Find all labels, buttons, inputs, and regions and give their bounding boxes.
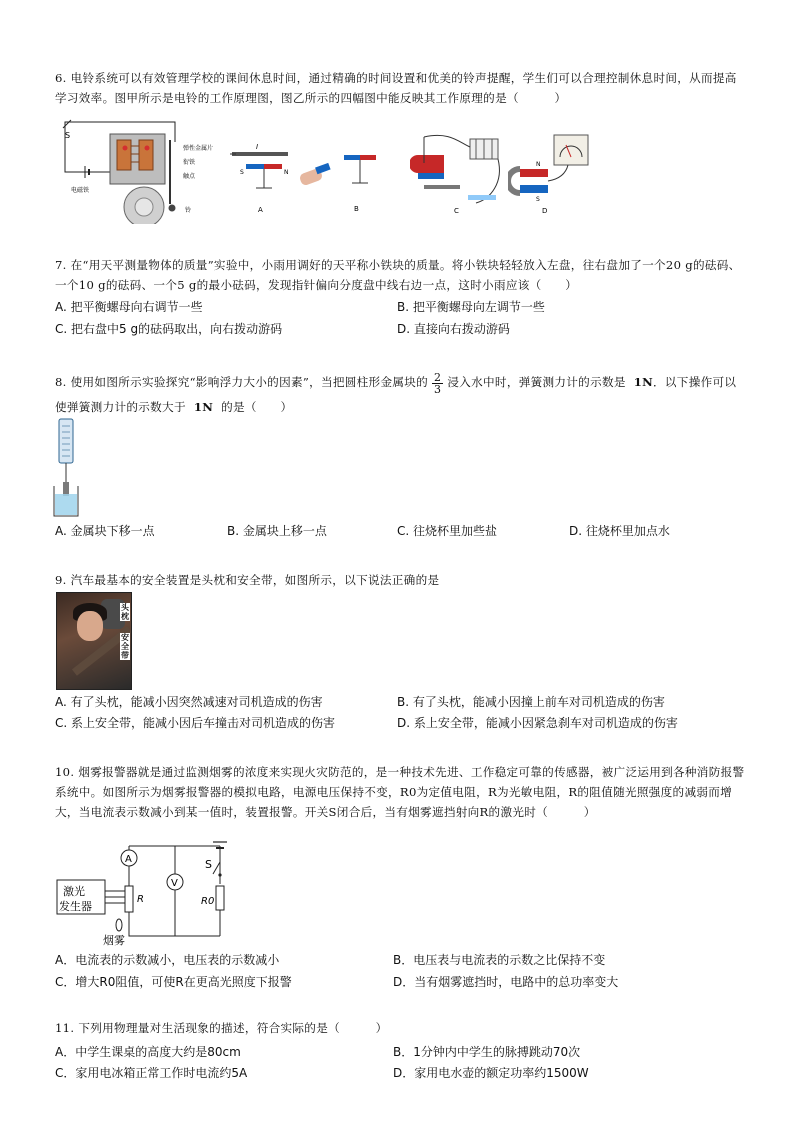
spring-scale-beaker-figure <box>52 416 82 518</box>
svg-text:S: S <box>240 169 244 176</box>
voltmeter-label: V <box>171 878 178 889</box>
headrest-label: 头枕 <box>121 603 129 621</box>
option-c-figure <box>410 133 504 216</box>
laser-label-line1: 激光 <box>63 885 85 898</box>
q10-option-b[interactable]: B．电压表与电流表的示数之比保持不变 <box>393 953 606 967</box>
option-a-figure <box>228 140 292 215</box>
q11-option-b[interactable]: B．1分钟内中学生的脉搏跳动70次 <box>393 1045 581 1059</box>
question-6-stem: 6. 电铃系统可以有效管理学校的课间休息时间，通过精确的时间设置和优美的铃声提醒，学生们可以合理控制休息时间，从而提高学习效率。图甲所示是电铃的工作原理图，图乙所示的四幅图中能反映其工作原理的是（ ） <box>55 71 737 105</box>
bell-label: 铃 <box>185 207 192 214</box>
q9-option-d[interactable]: D. 系上安全带，能减小因紧急刹车对司机造成的伤害 <box>397 716 678 730</box>
svg-text:N: N <box>536 161 541 168</box>
q11-option-c[interactable]: C．家用电冰箱正常工作时电流约5A <box>55 1066 248 1080</box>
svg-text:S: S <box>536 196 540 203</box>
r0-label: R0 <box>201 896 215 907</box>
smoke-label: 烟雾 <box>103 934 125 946</box>
switch-s-label: S <box>205 858 212 871</box>
smoke-alarm-circuit-diagram <box>55 834 265 946</box>
option-d-figure <box>508 133 590 216</box>
ammeter-label: A <box>125 854 132 865</box>
seatbelt-label: 安全带 <box>121 633 129 660</box>
q8-option-a[interactable]: A. 金属块下移一点 <box>55 524 155 538</box>
question-11-stem: 11. 下列用物理量对生活现象的描述，符合实际的是（ ） <box>55 1021 388 1035</box>
armature-label: 衔铁 <box>183 159 196 166</box>
photoresistor-r-label: R <box>137 894 144 905</box>
q11-option-d[interactable]: D．家用电水壶的额定功率约1500W <box>393 1066 589 1080</box>
q9-option-b[interactable]: B. 有了头枕，能减小因撞上前车对司机造成的伤害 <box>397 695 665 709</box>
q7-option-a[interactable]: A. 把平衡螺母向右调节一些 <box>55 300 203 314</box>
option-b-figure <box>296 145 380 215</box>
electric-bell-diagram <box>55 112 230 224</box>
switch-label: S <box>65 131 71 140</box>
q7-option-b[interactable]: B. 把平衡螺母向左调节一些 <box>397 300 545 314</box>
question-8-stem: 8. 使用如图所示实验探究“影响浮力大小的因素”，当把圆柱形金属块的 $\frac{2}{3}$ 浸入水中时，弹簧测力计的示数是 1N．以下操作可以使弹簧测力计的示数大于 1N 的是（ ） <box>55 370 737 414</box>
q7-option-c[interactable]: C. 把右盘中5 g的砝码取出，向右拨动游码 <box>55 322 283 336</box>
q8-option-b[interactable]: B. 金属块上移一点 <box>227 524 327 538</box>
option-d-label: D <box>542 207 548 215</box>
q8-option-c[interactable]: C. 往烧杯里加些盐 <box>397 524 498 538</box>
option-c-label: C <box>454 207 459 215</box>
option-a-label: A <box>258 206 263 214</box>
question-10-stem: 10. 烟雾报警器就是通过监测烟雾的浓度来实现火灾防范的，是一种技术先进、工作稳定可靠的传感器，被广泛运用到各种消防报警系统中。如图所示为烟雾报警器的模拟电路，电源电压保持不变，R0为定值电阻，R为光敏电阻，R的阻值随光照强度的减弱而增大，当电流表示数减小到某一值时，装置报警。开关S闭合后，当有烟雾遮挡射向R的激光时（ ） <box>55 765 745 819</box>
q10-option-a[interactable]: A．电流表的示数减小，电压表的示数减小 <box>55 953 280 967</box>
option-b-label: B <box>354 205 359 213</box>
question-7-stem: 7. 在“用天平测量物体的质量”实验中，小雨用调好的天平称小铁块的质量。将小铁块轻轻放入左盘，往右盘加了一个20 g的砝码、一个10 g的砝码、一个5 g的最小砝码，发现指针偏向分度盘中线右边一点，这时小雨应该（ ） <box>55 258 741 292</box>
q8-option-d[interactable]: D. 往烧杯里加点水 <box>569 524 670 538</box>
q10-option-c[interactable]: C．增大R0阻值，可使R在更高光照度下报警 <box>55 975 292 989</box>
laser-label-line2: 发生器 <box>59 900 92 913</box>
driver-seatbelt-photo <box>56 592 132 690</box>
q7-option-d[interactable]: D. 直接向右拨动游码 <box>397 322 510 336</box>
fraction-two-thirds: $\frac{2}{3}$ <box>434 370 442 396</box>
spring-label: 弹性金属片 <box>183 145 214 152</box>
q9-option-c[interactable]: C. 系上安全带，能减小因后车撞击对司机造成的伤害 <box>55 716 336 730</box>
q11-option-a[interactable]: A．中学生课桌的高度大约是80cm <box>55 1045 241 1059</box>
svg-text:I: I <box>256 143 259 151</box>
q9-option-a[interactable]: A. 有了头枕，能减小因突然减速对司机造成的伤害 <box>55 695 323 709</box>
svg-text:N: N <box>284 169 289 176</box>
q10-option-d[interactable]: D．当有烟雾遮挡时，电路中的总功率变大 <box>393 975 619 989</box>
contact-label: 触点 <box>183 173 196 180</box>
question-9-stem: 9. 汽车最基本的安全装置是头枕和安全带，如图所示，以下说法正确的是 <box>55 573 440 587</box>
electromagnet-label: 电磁铁 <box>71 187 90 194</box>
